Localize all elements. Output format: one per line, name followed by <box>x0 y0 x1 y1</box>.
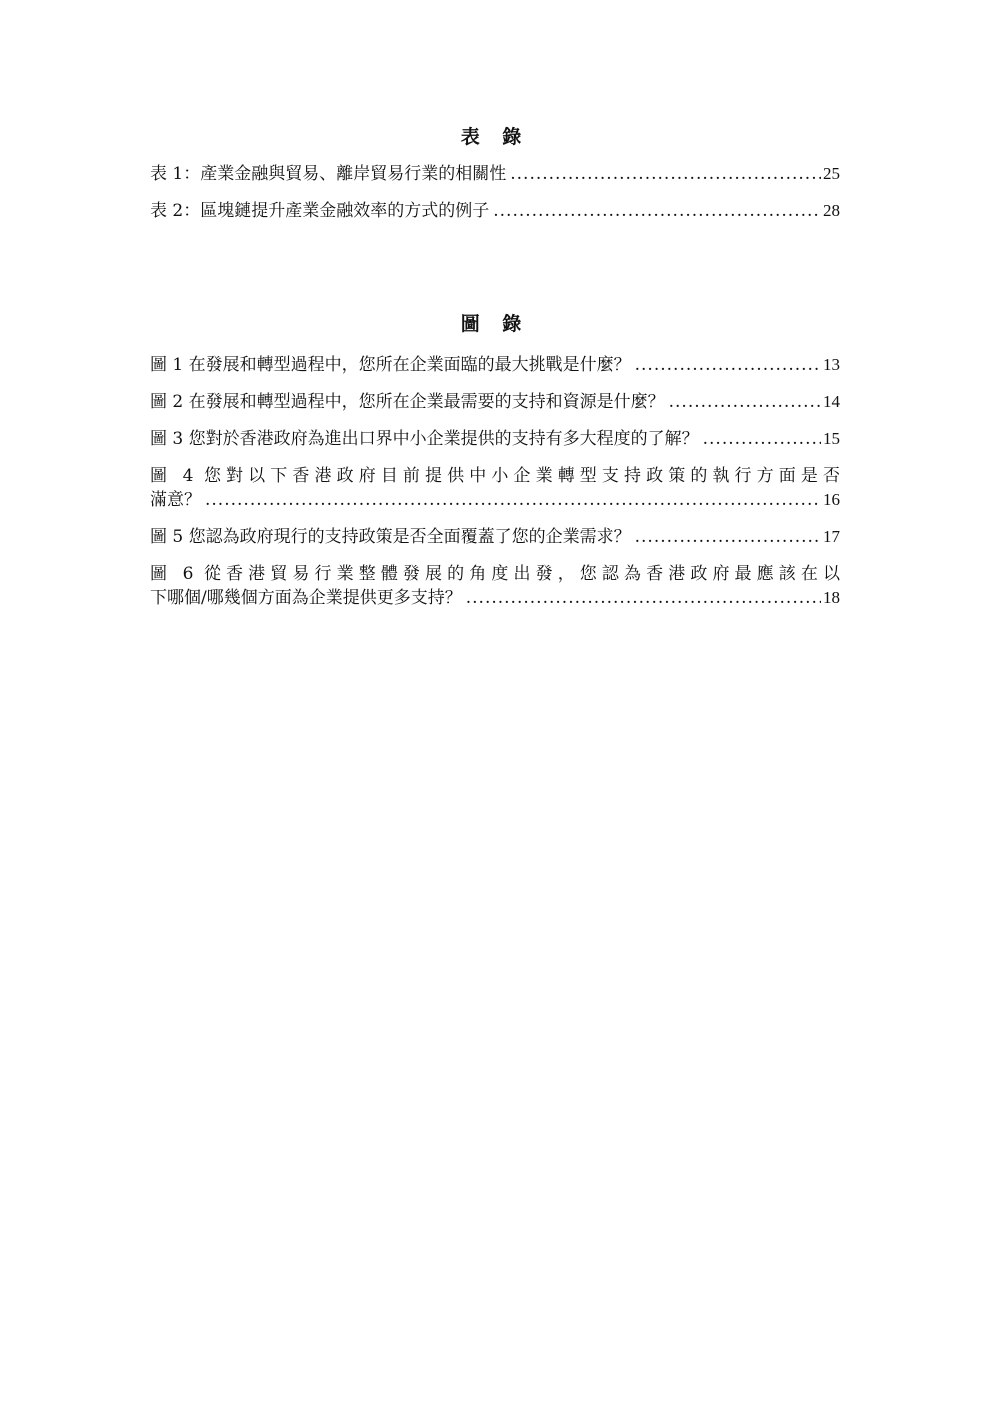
tables-section-title: 表 錄 <box>460 126 530 148</box>
figure-entry-line2 <box>150 586 840 610</box>
figure-entry-label: 圖 5 您認為政府現行的支持政策是否全面覆蓋了您的企業需求？ <box>150 527 631 547</box>
figure-entry-label-line2: 滿意？ <box>150 490 201 510</box>
figures-section-title: 圖 錄 <box>460 313 530 335</box>
figure-entry-page: 14 <box>823 392 840 411</box>
figure-entry-6[interactable] <box>150 562 840 610</box>
figure-entry-1[interactable] <box>150 353 840 377</box>
figure-entry-page: 16 <box>823 490 840 509</box>
leader-dots <box>669 390 821 414</box>
table-entry-1[interactable] <box>150 162 840 186</box>
figure-entry-label-line1: 圖 6 從香港貿易行業整體發展的角度出發，您認為香港政府最應該在以 <box>150 564 840 584</box>
table-entry-page: 28 <box>823 201 840 220</box>
figure-entry-label-line2: 下哪個/哪幾個方面為企業提供更多支持？ <box>150 588 462 608</box>
figure-entry-5[interactable] <box>150 525 840 549</box>
tables-list <box>150 162 840 236</box>
leader-dots <box>635 353 821 377</box>
table-entry-label: 表 2：區塊鏈提升產業金融效率的方式的例子 <box>150 201 490 221</box>
figure-entry-4[interactable] <box>150 464 840 512</box>
figure-entry-label: 圖 2 在發展和轉型過程中，您所在企業最需要的支持和資源是什麼？ <box>150 392 665 412</box>
table-entry-page: 25 <box>823 164 840 183</box>
figure-entry-label: 圖 3 您對於香港政府為進出口界中小企業提供的支持有多大程度的了解？ <box>150 429 699 449</box>
figure-entry-line2 <box>150 488 840 512</box>
leader-dots <box>466 586 821 610</box>
leader-dots <box>703 427 821 451</box>
leader-dots <box>493 199 821 223</box>
figure-entry-label: 圖 1 在發展和轉型過程中，您所在企業面臨的最大挑戰是什麼？ <box>150 355 631 375</box>
figure-entry-label-line1: 圖 4 您對以下香港政府目前提供中小企業轉型支持政策的執行方面是否 <box>150 466 840 486</box>
leader-dots <box>635 525 821 549</box>
figure-entry-2[interactable] <box>150 390 840 414</box>
figure-entry-page: 15 <box>823 429 840 448</box>
figure-entry-page: 17 <box>823 527 840 546</box>
leader-dots <box>205 488 821 512</box>
figure-entry-page: 13 <box>823 355 840 374</box>
figure-entry-3[interactable] <box>150 427 840 451</box>
table-entry-2[interactable] <box>150 199 840 223</box>
figure-entry-page: 18 <box>823 588 840 607</box>
figures-list <box>150 353 840 623</box>
leader-dots <box>510 162 821 186</box>
table-entry-label: 表 1：產業金融與貿易、離岸貿易行業的相關性 <box>150 164 507 184</box>
